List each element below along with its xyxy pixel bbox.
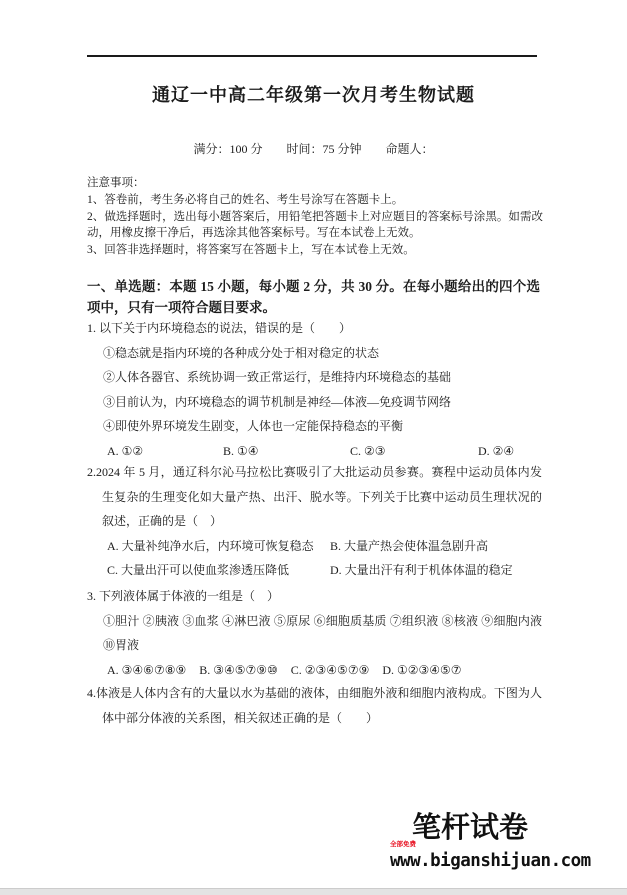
option-c: C. 大量出汗可以使血浆渗透压降低 xyxy=(107,563,290,577)
option-a: A. ①② xyxy=(107,443,144,458)
question-stem: 2.2024 年 5 月，通辽科尔沁马拉松比赛吸引了大批运动员参赛。赛程中运动员体内发生复杂的生理变化如大量产热、出汗、脱水等。下列关于比赛中运动员生理状况的叙述，正确的是（ ） xyxy=(87,465,542,528)
option-c: C. ②③④⑤⑦⑨ xyxy=(290,662,370,677)
options-grid xyxy=(87,534,542,583)
question-stem: 1. 以下关于内环境稳态的说法，错误的是（ ） xyxy=(87,321,352,335)
header-rule xyxy=(87,55,537,57)
option-d: D. ①②③④⑤⑦ xyxy=(382,662,462,677)
notice-line: 1、答卷前，考生务必将自己的姓名、考生号涂写在答题卡上。 xyxy=(87,193,404,206)
statement-item: ③目前认为，内环境稳态的调节机制是神经—体液—免疫调节网络 xyxy=(103,394,452,409)
option-a: A. 大量补纯净水后，内环境可恢复稳态 xyxy=(107,538,314,553)
page-bottom-edge xyxy=(0,888,627,895)
watermark-url: www.biganshijuan.com xyxy=(390,851,591,871)
notice-section xyxy=(87,175,543,259)
question-stem: 4.体液是人体内含有的大量以水为基础的液体，由细胞外液和细胞内液构成。下图为人体中部分体液的关系图，相关叙述正确的是（ ） xyxy=(87,686,542,725)
watermark-free-label: 全部免费 xyxy=(390,841,416,848)
statement-item: ②人体各器官、系统协调一致正常运行，是维持内环境稳态的基础 xyxy=(103,370,452,384)
exam-meta: 满分：100 分 时间：75 分钟 命题人： xyxy=(193,142,434,156)
option-d: D. 大量出汗有利于机体体温的稳定 xyxy=(330,563,513,577)
question-1 xyxy=(87,316,542,463)
watermark-logo xyxy=(390,810,622,876)
notice-line: 3、回答非选择题时，将答案写在答题卡上，写在本试卷上无效。 xyxy=(87,244,415,257)
notice-line: 2、做选择题时，选出每小题答案后，用铅笔把答题卡上对应题目的答案标号涂黑。如需改动，用橡皮擦干净后，再选涂其他答案标号。写在本试卷上无效。 xyxy=(87,210,543,240)
options-row xyxy=(87,658,542,683)
option-c: C. ②③ xyxy=(350,443,386,458)
option-b: B. ③④⑤⑦⑨⑩ xyxy=(199,662,278,677)
question-stem: 3. 下列液体属于体液的一组是（ ） xyxy=(87,589,280,603)
option-d: D. ②④ xyxy=(478,443,515,458)
option-a: A. ③④⑥⑦⑧⑨ xyxy=(107,662,187,677)
question-2 xyxy=(87,460,542,583)
section-heading: 一、单选题：本题 15 小题，每小题 2 分，共 30 分。在每小题给出的四个选项中，只有一项符合题目要求。 xyxy=(87,279,540,315)
liquid-items-line: ①胆汁 ②胰液 ③血浆 ④淋巴液 ⑤原尿 ⑥细胞质基质 ⑦组织液 ⑧核液 ⑨细胞内液 ⑩胃液 xyxy=(103,613,542,652)
page-title: 通辽一中高二年级第一次月考生物试题 xyxy=(152,85,475,105)
question-4 xyxy=(87,681,542,730)
watermark-brand: 笔杆试卷 xyxy=(412,812,529,844)
statement-item: ④即使外界环境发生剧变，人体也一定能保持稳态的平衡 xyxy=(103,419,404,433)
option-b: B. ①④ xyxy=(223,443,259,458)
question-3 xyxy=(87,584,542,682)
option-b: B. 大量产热会使体温急剧升高 xyxy=(330,538,489,553)
statement-item: ①稳态就是指内环境的各种成分处于相对稳定的状态 xyxy=(103,345,380,360)
notice-heading: 注意事项： xyxy=(87,177,145,189)
